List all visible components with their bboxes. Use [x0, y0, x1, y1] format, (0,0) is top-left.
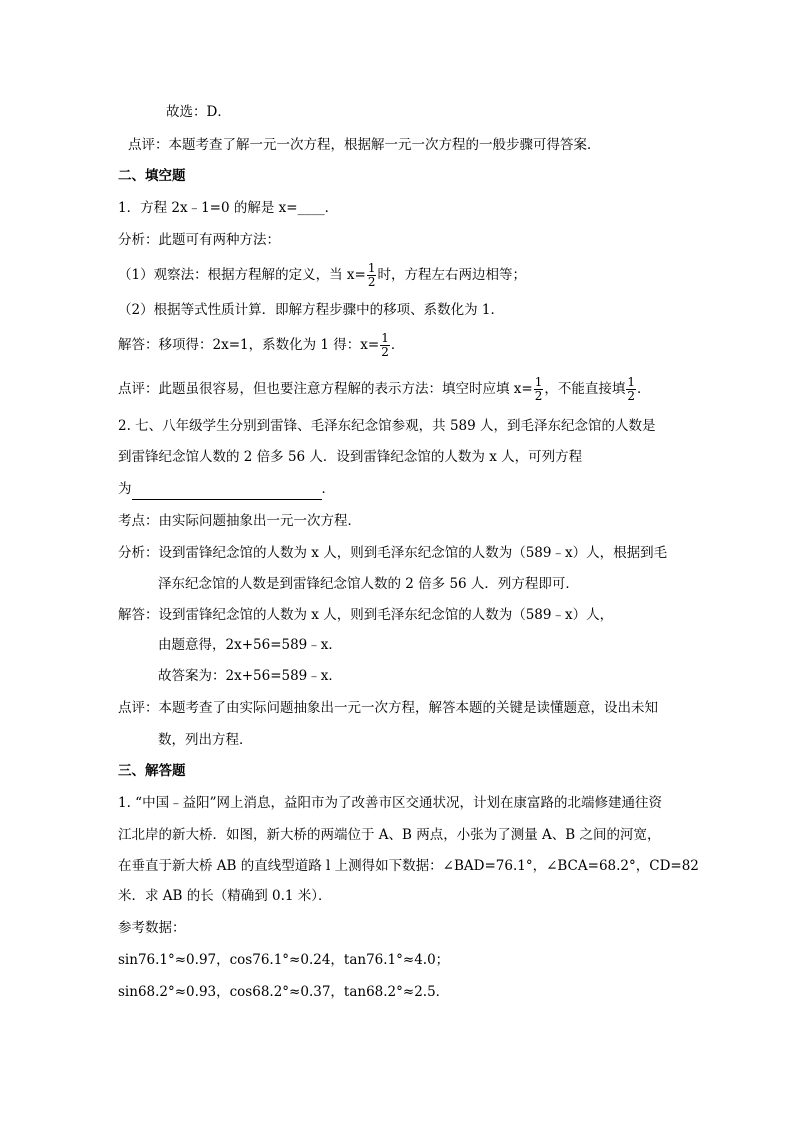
solution-1	[118, 332, 404, 359]
method-1-tail: 时，方程左右两边相等；	[377, 267, 526, 283]
section-answer: 三、解答题	[118, 763, 186, 779]
question-2-tail: ．	[321, 481, 335, 497]
fraction: $\frac{1}{2}$	[367, 261, 376, 289]
comment-2-text: 点评：此题虽很容易，但也要注意方程解的表示方法：填空时应填 x=	[118, 381, 533, 397]
question-2-prefix: 为	[118, 481, 132, 497]
question-1: 1．方程 2x﹣1=0 的解是 x=____．	[118, 200, 339, 216]
knowledge-point: 考点：由实际问题抽象出一元一次方程．	[118, 513, 361, 529]
analysis-2-line-1: 分析：设到雷锋纪念馆的人数为 x 人，则到毛泽东纪念馆的人数为（589﹣x）人，根据到毛	[118, 545, 668, 561]
problem-line-2: 江北岸的新大桥．如图，新大桥的两端位于 A、B 两点，小张为了测量 A、B 之间的河宽，	[118, 827, 661, 843]
reference-label: 参考数据：	[118, 920, 186, 936]
problem-line-1: 1. “中国﹣益阳”网上消息，益阳市为了改善市区交通状况，计划在康富路的北端修建通往资	[118, 795, 662, 811]
comment-1: 点评：本题考查了解一元一次方程，根据解一元一次方程的一般步骤可得答案．	[128, 137, 601, 153]
method-1-text: （1）观察法：根据方程解的定义，当 x=	[118, 267, 366, 283]
answer-choice: 故选：D．	[166, 104, 231, 120]
section-fill-blank: 二、填空题	[118, 168, 186, 184]
comment-3-line-2: 数，列出方程．	[158, 732, 253, 748]
solution-2-line-2: 由题意得，2x+56=589﹣x．	[158, 637, 342, 653]
solution-1-text: 解答：移项得：2x=1，系数化为 1 得：x=	[118, 337, 380, 353]
comment-3-line-1: 点评：本题考查了由实际问题抽象出一元一次方程，解答本题的关键是读懂题意，设出未知	[118, 700, 658, 716]
comment-2-tail: ．	[637, 381, 651, 397]
fraction: $\frac{1}{2}$	[534, 375, 543, 403]
fraction: $\frac{1}{2}$	[627, 375, 635, 403]
answer-blank	[132, 479, 322, 500]
problem-line-4: 米．求 AB 的长（精确到 0.1 米）．	[118, 888, 332, 904]
analysis-1: 分析：此题可有两种方法：	[118, 232, 280, 248]
problem-line-3: 在垂直于新大桥 AB 的直线型道路 l 上测得如下数据：∠BAD=76.1°，∠BCA=68.2°，CD=82	[118, 858, 699, 874]
comment-2-mid: ，不能直接填	[544, 381, 626, 397]
question-2-line-1: 2. 七、八年级学生分别到雷锋、毛泽东纪念馆参观，共 589 人，到毛泽东纪念馆的人数是	[118, 418, 656, 434]
reference-data-1: sin76.1°≈0.97，cos76.1°≈0.24，tan76.1°≈4.0；	[118, 952, 450, 968]
question-2-line-3	[118, 479, 335, 500]
solution-2-line-3: 故答案为：2x+56=589﹣x．	[158, 668, 342, 684]
fraction: $\frac{1}{2}$	[381, 331, 389, 359]
analysis-1-method-1	[118, 262, 526, 289]
analysis-1-method-2: （2）根据等式性质计算．即解方程步骤中的移项、系数化为 1．	[118, 302, 504, 318]
solution-2-line-1: 解答：设到雷锋纪念馆的人数为 x 人，则到毛泽东纪念馆的人数为（589﹣x）人，	[118, 607, 614, 623]
question-2-line-2: 到雷锋纪念馆人数的 2 倍多 56 人．设到雷锋纪念馆的人数为 x 人，可列方程	[118, 449, 583, 465]
solution-1-tail: ．	[390, 337, 405, 353]
comment-2	[118, 376, 651, 403]
reference-data-2: sin68.2°≈0.93，cos68.2°≈0.37，tan68.2°≈2.5．	[118, 984, 450, 1000]
analysis-2-line-2: 泽东纪念馆的人数是到雷锋纪念馆人数的 2 倍多 56 人．列方程即可．	[158, 576, 579, 592]
